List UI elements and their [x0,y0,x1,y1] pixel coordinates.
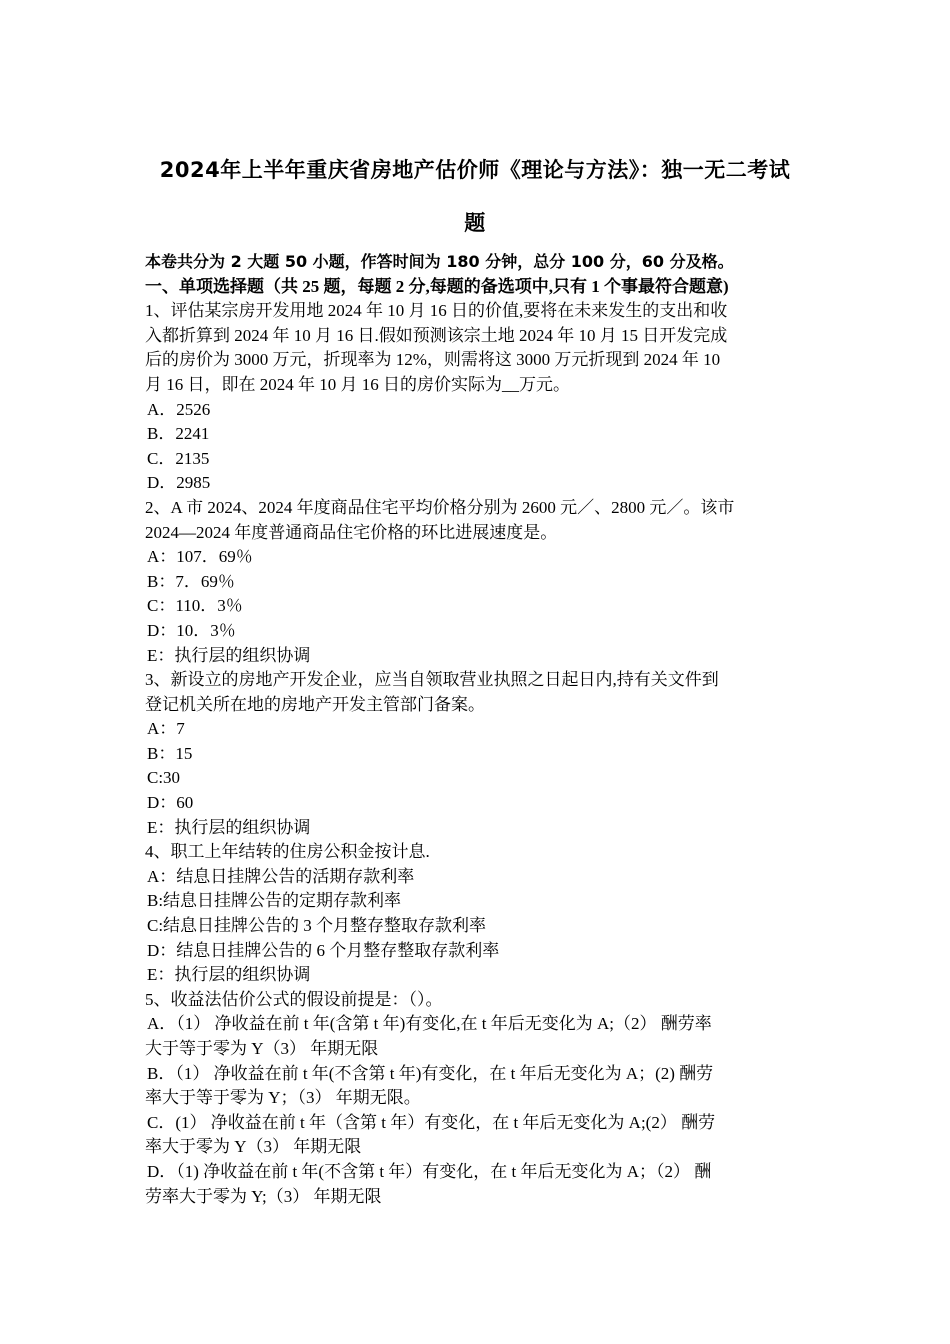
document-title-line2: 题 [464,211,486,235]
question-text-line: 3、新设立的房地产开发企业，应当自领取营业执照之日起日内,持有关文件到 [145,670,719,690]
document-title-line1: 2024年上半年重庆省房地产估价师《理论与方法》：独一无二考试 [159,158,791,182]
answer-option: E：执行层的组织协调 [147,965,311,985]
answer-option: A：7 [147,719,185,739]
question-4 [145,840,810,988]
answer-option: B：15 [147,743,193,763]
answer-option: D．（1) 净收益在前 t 年(不含第 t 年）有变化，在 t 年后无变化为 A；（2） 酬 [147,1161,712,1181]
question-text-line: 入都折算到 2024 年 10 月 16 日.假如预测该宗土地 2024 年 10 月 15 日开发完成 [145,325,728,345]
answer-option-continued: 率大于等于零为 Y；（3） 年期无限。 [145,1088,421,1108]
answer-option: B．2241 [147,424,210,444]
answer-option: A．2526 [147,399,211,419]
question-5 [145,988,810,1209]
question-text-line: 2、A 市 2024、2024 年度商品住宅平均价格分别为 2600 元／、2800 元／。该市 [145,497,735,517]
answer-option: E：执行层的组织协调 [147,817,311,837]
answer-option: E：执行层的组织协调 [147,645,311,665]
document-body [145,250,810,1209]
question-text-line: 5、收益法估价公式的假设前提是：（）。 [145,989,443,1009]
answer-option: B:结息日挂牌公告的定期存款利率 [147,891,402,911]
answer-option-continued: 劳率大于零为 Y;（3） 年期无限 [145,1186,382,1206]
question-text-line: 1、评估某宗房开发用地 2024 年 10 月 16 日的价值,要将在未来发生的支出和收 [145,301,728,321]
answer-option: D：60 [147,793,194,813]
answer-option: D：结息日挂牌公告的 6 个月整存整取存款利率 [147,940,500,960]
answer-option: D：10．3％ [147,620,236,640]
answer-option: C:结息日挂牌公告的 3 个月整存整取存款利率 [147,916,487,936]
answer-option-continued: 率大于零为 Y（3） 年期无限 [145,1137,362,1157]
exam-intro: 本卷共分为 2 大题 50 小题，作答时间为 180 分钟，总分 100 分，60 分及格。 [145,252,734,271]
answer-option: C:30 [147,768,181,788]
answer-option: A：结息日挂牌公告的活期存款利率 [147,866,415,886]
answer-option: D．2985 [147,473,211,493]
answer-option: C：110．3％ [147,596,243,616]
question-text-line: 后的房价为 3000 万元，折现率为 12%，则需将这 3000 万元折现到 2024 年 10 [145,350,721,370]
question-text-line: 4、职工上年结转的住房公积金按计息. [145,842,430,862]
answer-option-continued: 大于等于零为 Y（3） 年期无限 [145,1039,379,1058]
question-text-line: 登记机关所在地的房地产开发主管部门备案。 [145,694,485,714]
answer-option: B：7．69％ [147,571,235,591]
answer-option: C．(1） 净收益在前 t 年（含第 t 年）有变化，在 t 年后无变化为 A;(2） 酬劳 [147,1112,716,1132]
section-heading: 一、单项选择题（共 25 题，每题 2 分,每题的备选项中,只有 1 个事最符合题意) [145,276,729,296]
question-1 [145,299,810,496]
question-3 [145,668,810,840]
answer-option: C．2135 [147,448,210,468]
answer-option: A：107．69％ [147,547,253,567]
question-2 [145,496,810,668]
question-text-line: 2024—2024 年度普通商品住宅价格的环比进展速度是。 [145,522,558,542]
question-text-line: 月 16 日，即在 2024 年 10 月 16 日的房价实际为__万元。 [145,374,570,394]
answer-option: A．（1） 净收益在前 t 年(含第 t 年)有变化,在 t 年后无变化为 A;（2） 酬劳率 [147,1014,712,1034]
answer-option: B．（1） 净收益在前 t 年(不含第 t 年)有变化，在 t 年后无变化为 A；(2) 酬劳 [147,1063,714,1083]
